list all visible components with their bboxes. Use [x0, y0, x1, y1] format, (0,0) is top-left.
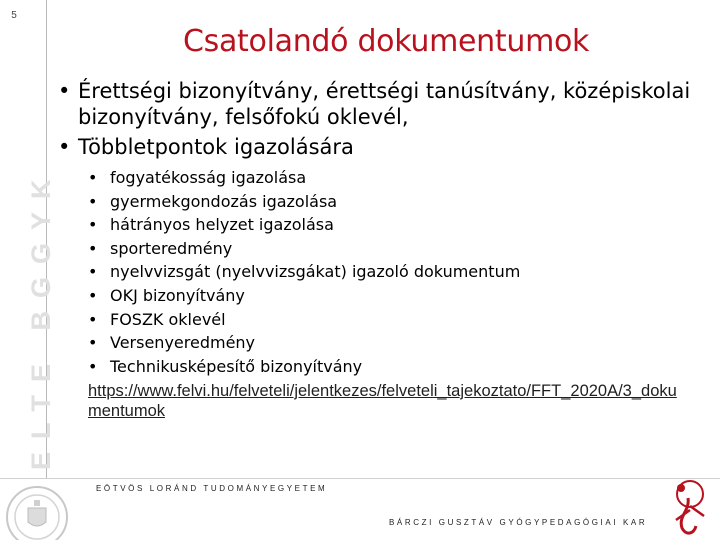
felvi-link[interactable]: https://www.felvi.hu/felveteli/jelentkezes/felveteli_tajekoztato/FFT_2020A/3_dokumentumok [88, 382, 677, 420]
side-brand-text: ELTE BGGYK [26, 166, 56, 470]
side-strip [0, 0, 56, 478]
sub-bullet-item: • nyelvvizsgát (nyelvvizsgákat) igazoló dokumentum [88, 260, 688, 284]
sub-bullet-item: • fogyatékosság igazolása [88, 166, 688, 190]
sub-bullet-list [88, 166, 688, 378]
main-bullet-item: • Többletpontok igazolására [58, 134, 698, 160]
main-bullet-item: • Érettségi bizonyítvány, érettségi tanúsítvány, középiskolai bizonyítvány, felsőfokú oklevél, [58, 78, 698, 130]
main-bullet-list [58, 78, 698, 160]
elte-seal-icon [0, 482, 74, 540]
sub-bullet-item: • FOSZK oklevél [88, 308, 688, 332]
sub-bullet-item: • sporteredmény [88, 237, 688, 261]
sub-bullet-item: • gyermekgondozás igazolása [88, 190, 688, 214]
sub-bullet-item: • OKJ bizonyítvány [88, 284, 688, 308]
faculty-name: BÁRCZI GUSZTÁV GYÓGYPEDAGÓGIAI KAR [389, 518, 648, 527]
page-number: 5 [11, 10, 17, 21]
sub-bullet-item: • Technikusképesítő bizonyítvány [88, 355, 688, 379]
university-name: EÖTVÖS LORÁND TUDOMÁNYEGYETEM [96, 484, 328, 493]
footer-divider [0, 478, 720, 479]
sub-bullet-item: • Versenyeredmény [88, 331, 688, 355]
sub-bullet-item: • hátrányos helyzet igazolása [88, 213, 688, 237]
slide-title: Csatolandó dokumentumok [183, 24, 590, 59]
bggyk-logo-icon [660, 476, 716, 540]
